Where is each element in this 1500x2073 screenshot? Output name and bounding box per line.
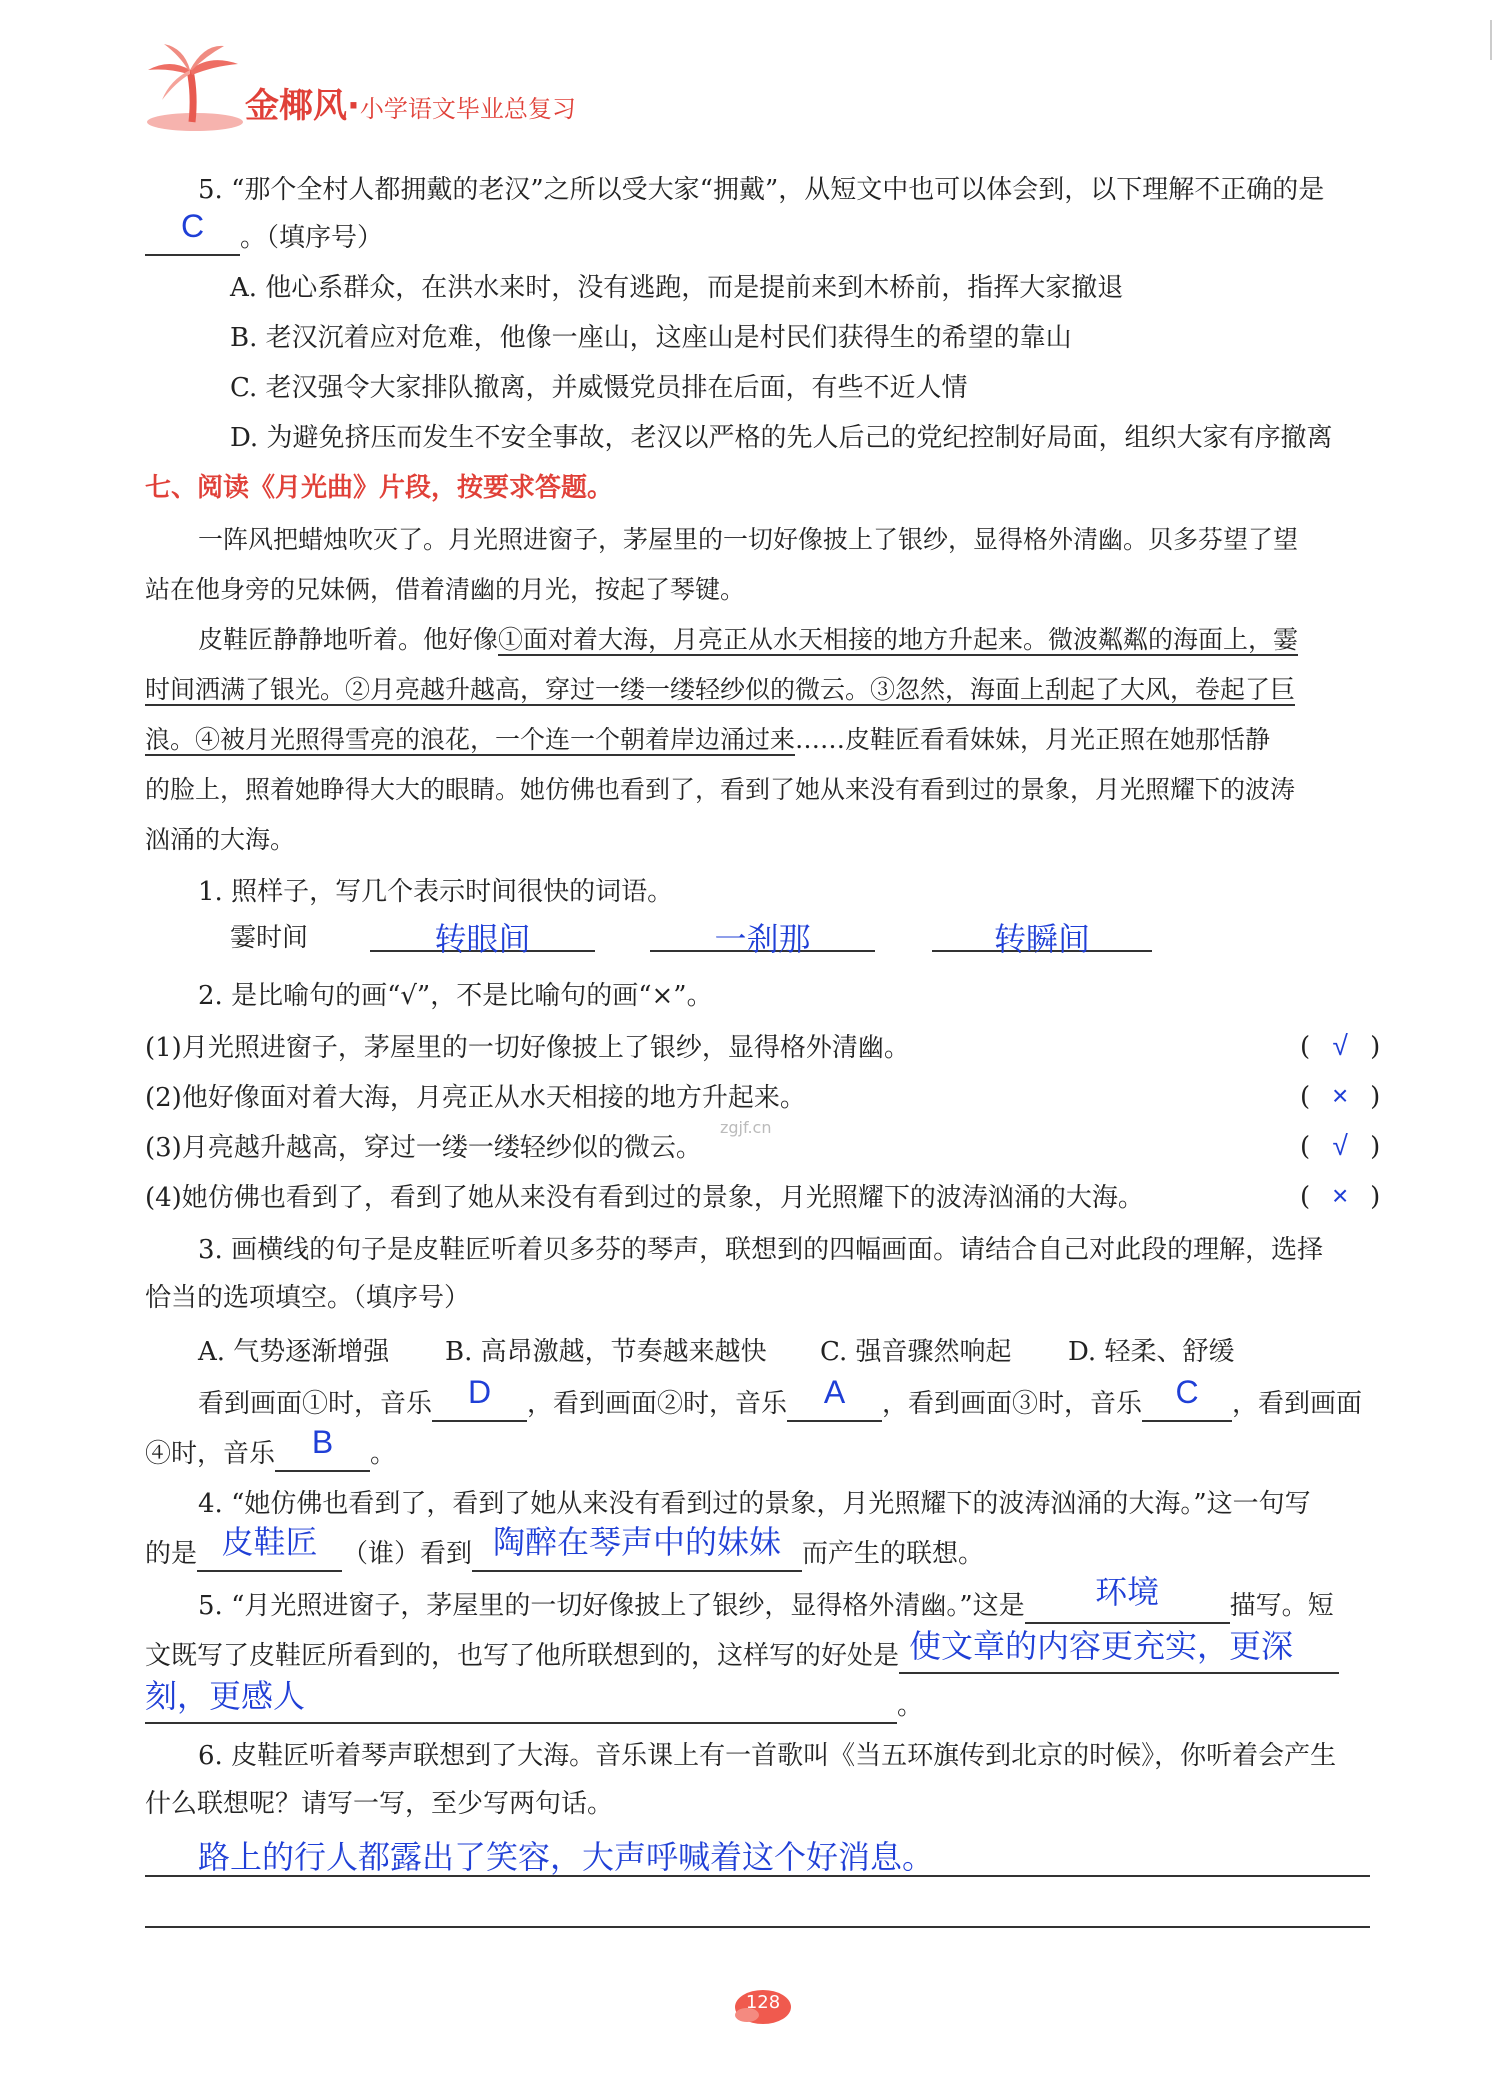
header-brand [245,78,576,127]
prev-q5-text: 5. “那个全村人都拥戴的老汉”之所以受大家“拥戴”，从短文中也可以体会到，以下理解不正确的是 [198,175,1325,205]
prev-q5-suffix: 。（填序号） [240,223,384,253]
q3-option-c: C. 强音骤然响起 [820,1337,1012,1367]
passage-p2-line3 [145,722,1270,758]
q2-item-1-paren [1300,1030,1380,1062]
q4-blank-1 [197,1524,342,1572]
passage-p2-l3-plain: ……皮鞋匠看看妹妹，月光正照在她那恬静 [795,725,1271,754]
q5-text-line1 [198,1574,1334,1624]
q3-blank-3 [1142,1374,1232,1422]
header-logo [140,40,250,135]
q4-fill-line [145,1524,985,1572]
q3-answer-1: D [467,1374,492,1410]
q3-s5: ④时，音乐 [145,1439,276,1469]
q1-example: 霎时间 [230,923,309,953]
q6-answer-line-1 [145,1875,1370,1877]
q4-blank-2 [472,1524,802,1572]
prev-q5-answer-line [145,208,384,256]
q3-option-b: B. 高昂激越，节奏越来越快 [445,1337,767,1367]
paren-close: ) [1370,1032,1381,1062]
q3-s4: ，看到画面 [1232,1389,1363,1419]
q2-item-2: (2)他好像面对着大海，月亮正从水天相接的地方升起来。 [145,1083,806,1113]
paren-close: ) [1370,1182,1381,1212]
q1-text: 1. 照样子，写几个表示时间很快的词语。 [198,877,674,907]
q2-item-2-paren [1300,1080,1380,1112]
q5-text-a: 5. “月光照进窗子，茅屋里的一切好像披上了银纱，显得格外清幽。”这是 [198,1591,1025,1621]
page-number-badge [733,1985,793,2025]
paren-open: ( [1300,1082,1311,1112]
q3-blank-1 [432,1374,527,1422]
q2-item-4-paren [1300,1180,1380,1212]
passage-p2-line4: 的脸上，照着她睁得大大的眼睛。她仿佛也看到了，看到了她从来没有看到过的景象，月光照耀下的波涛 [145,775,1296,804]
q2-item-3-mark: √ [1332,1130,1348,1161]
paren-close: ) [1370,1082,1381,1112]
q3-fill-line1 [198,1374,1363,1422]
q2-item-4: (4)她仿佛也看到了，看到了她从来没有看到过的景象，月光照耀下的波涛汹涌的大海。 [145,1183,1144,1213]
page-edge-bar [1490,20,1500,60]
prev-q5-option-d: D. 为避免挤压而发生不安全事故，老汉以严格的先人后己的党纪控制好局面，组织大家有序撤离 [230,423,1333,453]
prev-q5-option-b: B. 老汉沉着应对危难，他像一座山，这座山是村民们获得生的希望的靠山 [230,323,1072,353]
q5-answer-1: 环境 [1095,1574,1160,1610]
palm-tree-icon [140,40,250,135]
q3-blank-4 [275,1424,370,1472]
q3-blank-2 [787,1374,882,1422]
q3-answer-2: A [823,1374,846,1410]
passage-p2-l2-underlined-b: ②月亮越升越高，穿过一缕一缕轻纱似的微云。 [345,675,871,704]
q3-text-line2: 恰当的选项填空。（填序号） [145,1283,471,1313]
q3-answer-4: B [311,1424,334,1460]
q6-answer: 路上的行人都露出了笑容，大声呼喊着这个好消息。 [198,1839,935,1875]
q2-item-4-mark: × [1331,1180,1349,1211]
passage-p2-l3-underlined-b: ④被月光照得雪亮的浪花，一个连一个朝着岸边涌过来 [195,725,796,754]
q5-text-line2 [145,1628,1339,1674]
q3-fill-line2 [145,1424,397,1472]
q1-answers-row [230,920,308,956]
page-number: 128 [745,1992,781,2013]
q5-end: 。 [897,1691,924,1721]
passage-p2-line2 [145,672,1295,708]
brand-dot: · [347,86,360,126]
q1-answer-3-blank [932,914,1152,957]
prev-q5-option-a: A. 他心系群众，在洪水来时，没有逃跑，而是提前来到木桥前，指挥大家撤退 [230,273,1124,303]
brand-name: 金椰风 [245,86,347,126]
q5-text-2: 文既写了皮鞋匠所看到的，也写了他所联想到的，这样写的好处是 [145,1641,900,1671]
section7-title: 七、阅读《月光曲》片段，按要求答题。 [145,473,614,503]
passage-p2-l3-underlined-a: 浪。 [145,725,196,754]
prev-q5-answer: C [180,208,205,244]
q4-answer-2: 陶醉在琴声中的妹妹 [493,1524,782,1560]
q4-pre: 的是 [145,1539,198,1569]
passage-p1-line2: 站在他身旁的兄妹俩，借着清幽的月光，按起了琴键。 [145,575,746,604]
q3-option-a: A. 气势逐渐增强 [198,1337,390,1367]
passage-p1-line1: 一阵风把蜡烛吹灭了。月光照进窗子，茅屋里的一切好像披上了银纱，显得格外清幽。贝多芬望了望 [198,525,1299,554]
q2-item-1: (1)月光照进窗子，茅屋里的一切好像披上了银纱，显得格外清幽。 [145,1033,910,1063]
q2-item-2-mark: × [1331,1080,1349,1111]
q3-s2: ，看到画面②时，音乐 [527,1389,788,1419]
q5-text-b: 描写。短 [1229,1591,1334,1621]
passage-p2-l1-underlined: ①面对着大海，月亮正从水天相接的地方升起来。微波粼粼的海面上，霎 [498,625,1299,654]
q2-item-1-mark: √ [1332,1030,1348,1061]
q6-answer-line-2 [145,1926,1370,1928]
q5-blank-3 [145,1678,897,1724]
q4-answer-1: 皮鞋匠 [221,1524,318,1560]
paren-open: ( [1300,1032,1311,1062]
prev-q5-blank [145,208,240,256]
q3-s1: 看到画面①时，音乐 [198,1389,433,1419]
passage-p2-line1 [198,622,1298,658]
q3-text-line1: 3. 画横线的句子是皮鞋匠听着贝多芬的琴声，联想到的四幅画面。请结合自己对此段的理解，选择 [198,1235,1324,1265]
paren-open: ( [1300,1182,1311,1212]
q2-text: 2. 是比喻句的画“√”，不是比喻句的画“×”。 [198,981,713,1011]
q2-item-3: (3)月亮越升越高，穿过一缕一缕轻纱似的微云。 [145,1133,702,1163]
prev-q5-option-c: C. 老汉强令大家排队撤离，并威慑党员排在后面，有些不近人情 [230,373,968,403]
q6-text-line1: 6. 皮鞋匠听着琴声联想到了大海。音乐课上有一首歌叫《当五环旗传到北京的时候》，你听着会产生 [198,1741,1337,1771]
q4-text-line1: 4. “她仿佛也看到了，看到了她从来没有看到过的景象，月光照耀下的波涛汹涌的大海。”这一句写 [198,1489,1311,1519]
q4-post: 而产生的联想。 [802,1539,985,1569]
q3-answer-3: C [1175,1374,1199,1410]
q1-answer-3: 转瞬间 [993,921,1090,957]
q3-option-d: D. 轻柔、舒缓 [1068,1337,1235,1367]
watermark: zgjf.cn [720,1118,772,1137]
q5-answer-2-line2: 刻，更感人 [145,1678,306,1714]
paren-open: ( [1300,1132,1311,1162]
q5-blank-1 [1025,1574,1230,1624]
passage-p2-l2-underlined-c: ③忽然，海面上刮起了大风，卷起了巨 [870,675,1296,704]
passage-p2-l2-underlined-a: 时间洒满了银光。 [145,675,346,704]
passage-p2-line5: 汹涌的大海。 [145,825,296,854]
q4-mid: （谁）看到 [342,1539,473,1569]
q2-item-3-paren [1300,1130,1380,1162]
passage-p2-l1-plain: 皮鞋匠静静地听着。他好像 [198,625,499,654]
q1-answer-1: 转眼间 [434,921,531,957]
q5-blank-2 [899,1628,1339,1674]
q5-answer-line2 [145,1678,924,1724]
q6-text-line2: 什么联想呢？请写一写，至少写两句话。 [145,1789,614,1819]
q1-answer-1-blank [370,914,595,957]
q1-answer-2-blank [650,914,875,957]
q1-answer-2: 一刹那 [714,921,811,957]
header-subtitle: 小学语文毕业总复习 [359,95,576,123]
q3-s3: ，看到画面③时，音乐 [882,1389,1143,1419]
q3-end: 。 [370,1439,397,1469]
q5-answer-2-line1: 使文章的内容更充实，更深 [909,1628,1294,1664]
paren-close: ) [1370,1132,1381,1162]
